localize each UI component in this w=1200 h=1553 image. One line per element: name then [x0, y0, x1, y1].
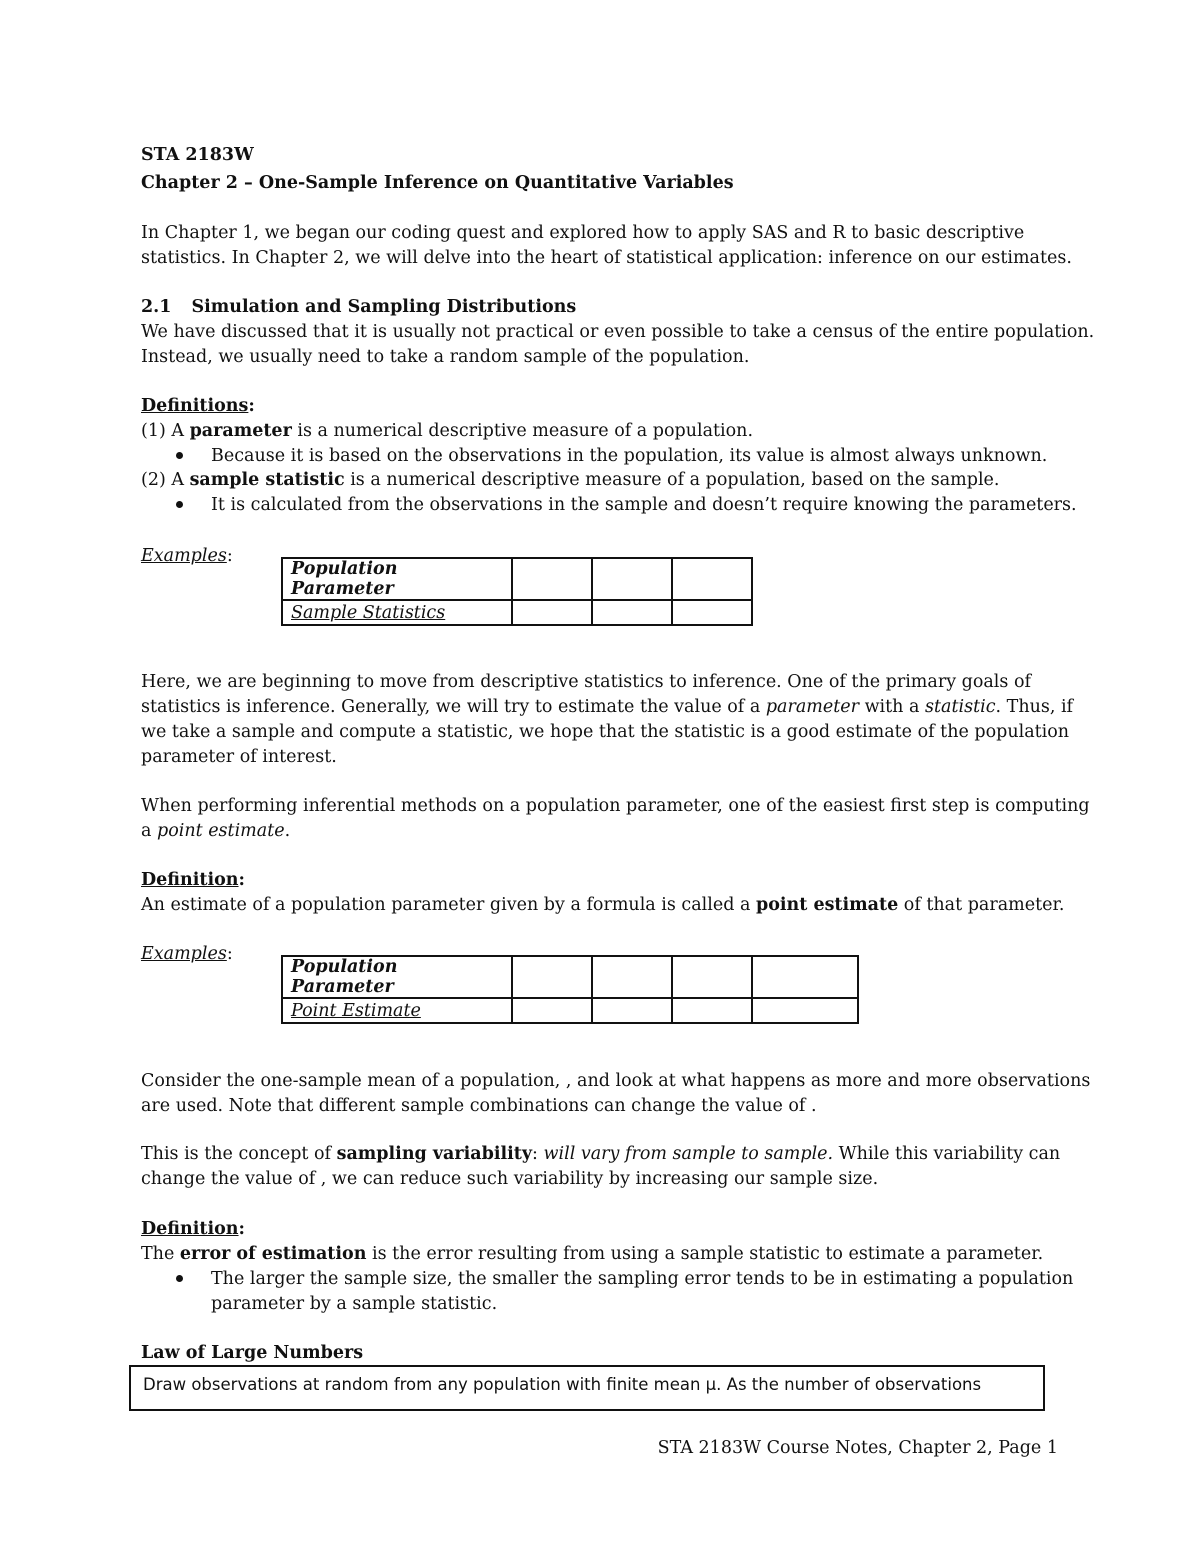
definition-sample-statistic: (2) A sample statistic is a numerical descriptive measure of a population, based on the sample. [141, 470, 1000, 490]
table-cell-label: Population Parameter [282, 956, 512, 998]
page-footer: STA 2183W Course Notes, Chapter 2, Page 1 [657, 1438, 1058, 1458]
bullet-icon [176, 501, 183, 508]
definition-heading-2: Definition: [141, 870, 246, 890]
table-cell-empty [592, 956, 672, 998]
definition-parameter: (1) A parameter is a numerical descriptive measure of a population. [141, 421, 754, 441]
intro-line-2: statistics. In Chapter 2, we will delve into the heart of statistical application: inference on our estimates. [141, 248, 1072, 268]
table-cell-empty [592, 558, 672, 600]
intro-line-1: In Chapter 1, we began our coding quest and explored how to apply SAS and R to basic descriptive [141, 223, 1025, 243]
point-line-2: a point estimate. [141, 821, 291, 841]
section-heading [141, 299, 576, 317]
inference-line-1: Here, we are beginning to move from descriptive statistics to inference. One of the primary goals of [141, 672, 1031, 692]
table-cell-empty [592, 600, 672, 625]
table-cell-empty [592, 998, 672, 1023]
examples-table-1 [281, 557, 753, 626]
inference-line-2: statistics is inference. Generally, we will try to estimate the value of a parameter with a statistic. Thus, if [141, 697, 1074, 717]
definition-error-of-estimation: The error of estimation is the error resulting from using a sample statistic to estimate a parameter. [141, 1244, 1044, 1264]
table-row [282, 600, 752, 625]
definition-sample-statistic-bullet: It is calculated from the observations in the sample and doesn’t require knowing the parameters. [211, 495, 1077, 515]
examples-table-2 [281, 955, 859, 1024]
table-cell-empty [512, 998, 592, 1023]
definition-parameter-bullet: Because it is based on the observations in the population, its value is almost always unknown. [211, 446, 1048, 466]
table-cell-empty [512, 558, 592, 600]
table-cell-empty [672, 956, 752, 998]
course-code: STA 2183W [141, 145, 254, 165]
chapter-title: Chapter 2 – One-Sample Inference on Quantitative Variables [141, 173, 734, 193]
bullet-icon [176, 1275, 183, 1282]
section-line-2: Instead, we usually need to take a random sample of the population. [141, 347, 750, 367]
table-cell-empty [672, 558, 752, 600]
table-cell-empty [752, 956, 858, 998]
error-bullet-line-1: The larger the sample size, the smaller the sampling error tends to be in estimating a population [211, 1269, 1074, 1289]
table-cell-empty [512, 956, 592, 998]
table-cell-empty [512, 600, 592, 625]
table-cell-label: Population Parameter [282, 558, 512, 600]
table-cell-label: Point Estimate [282, 998, 512, 1023]
inference-line-4: parameter of interest. [141, 747, 337, 767]
lln-box [129, 1365, 1045, 1411]
lln-box-text: Draw observations at random from any population with finite mean μ. As the number of observations [143, 1375, 982, 1394]
point-line-1: When performing inferential methods on a population parameter, one of the easiest first step is computing [141, 796, 1090, 816]
examples-label-2: Examples: [141, 944, 233, 964]
table-cell-label: Sample Statistics [282, 600, 512, 625]
bullet-icon [176, 452, 183, 459]
section-line-1: We have discussed that it is usually not practical or even possible to take a census of the entire population. [141, 322, 1095, 342]
examples-label-1: Examples: [141, 546, 233, 566]
variability-line-2: change the value of , we can reduce such variability by increasing our sample size. [141, 1169, 879, 1189]
table-cell-empty [672, 600, 752, 625]
definition-heading-3: Definition: [141, 1219, 246, 1239]
section-number: 2.1 [141, 297, 172, 317]
inference-line-3: we take a sample and compute a statistic, we hope that the statistic is a good estimate of the population [141, 722, 1070, 742]
table-row [282, 956, 858, 998]
variability-line-1: This is the concept of sampling variability: will vary from sample to sample. While this variability can [141, 1144, 1061, 1164]
table-row [282, 558, 752, 600]
lln-heading: Law of Large Numbers [141, 1343, 364, 1363]
table-cell-empty [672, 998, 752, 1023]
mean-line-1: Consider the one-sample mean of a population, , and look at what happens as more and more observations [141, 1071, 1091, 1091]
definition-point-estimate: An estimate of a population parameter given by a formula is called a point estimate of that parameter. [141, 895, 1065, 915]
error-bullet-line-2: parameter by a sample statistic. [211, 1294, 498, 1314]
mean-line-2: are used. Note that different sample combinations can change the value of . [141, 1096, 817, 1116]
section-title: Simulation and Sampling Distributions [191, 297, 577, 317]
table-row [282, 998, 858, 1023]
definitions-heading: Definitions: [141, 396, 255, 416]
table-cell-empty [752, 998, 858, 1023]
